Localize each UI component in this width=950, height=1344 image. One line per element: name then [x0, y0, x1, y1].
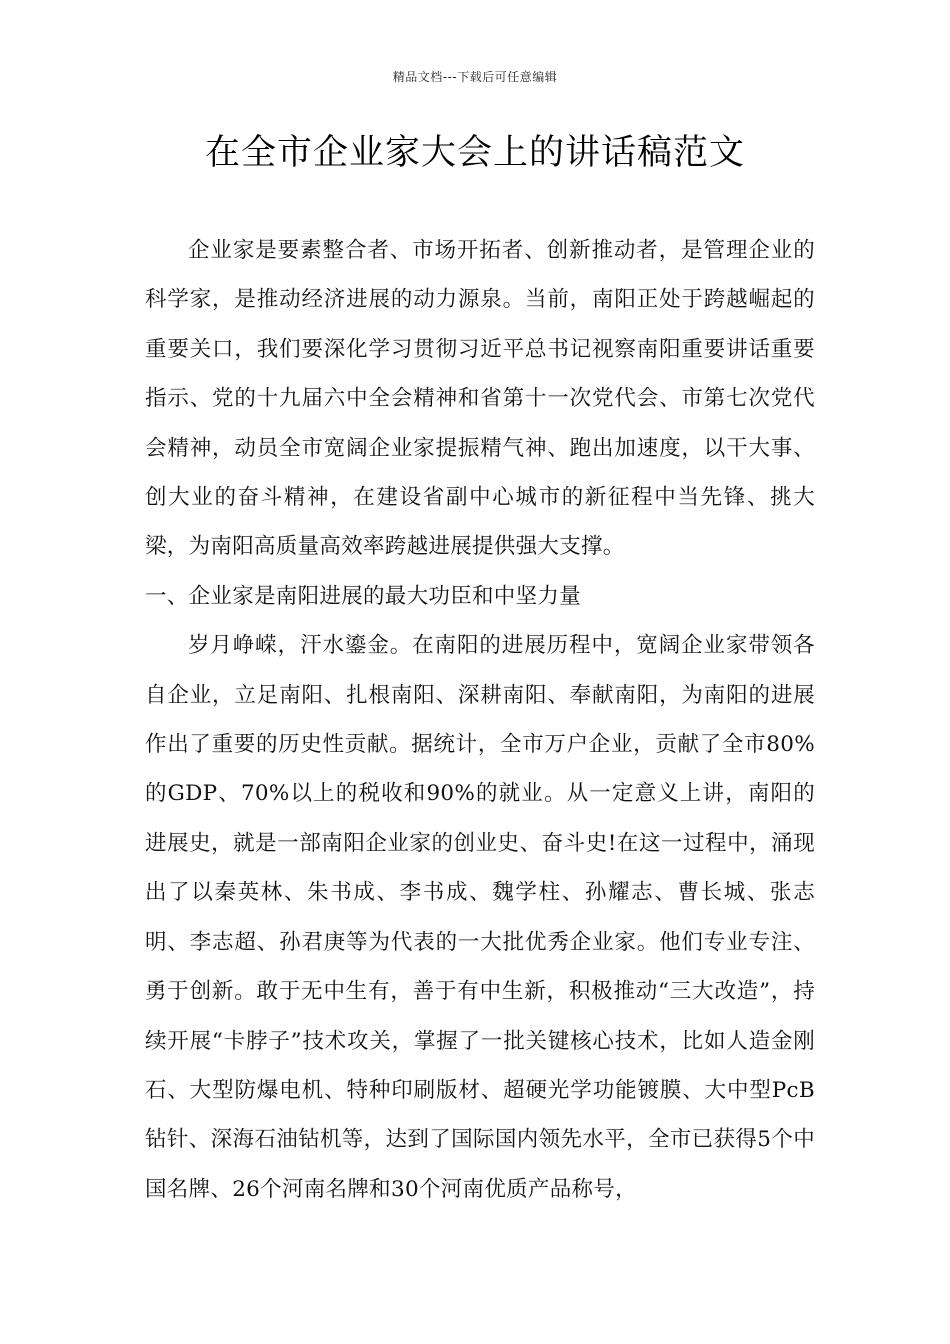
paragraph-intro: 企业家是要素整合者、市场开拓者、创新推动者，是管理企业的科学家，是推动经济进展的动力源泉。当前，南阳正处于跨越崛起的重要关口，我们要深化学习贯彻习近平总书记视察南阳重要讲话重要指示、党的十九届六中全会精神和省第十一次党代会、市第七次党代会精神，动员全市宽阔企业家提振精气神、跑出加速度，以干大事、创大业的奋斗精神，在建设省副中心城市的新征程中当先锋、挑大梁，为南阳高质量高效率跨越进展提供强大支撑。 — [145, 238, 815, 560]
document-body — [145, 226, 815, 1214]
header-note: 精品文档---下载后可任意编辑 — [392, 70, 558, 84]
paragraph-section-1: 岁月峥嵘，汗水鎏金。在南阳的进展历程中，宽阔企业家带领各自企业，立足南阳、扎根南阳、深耕南阳、奉献南阳，为南阳的进展作出了重要的历史性贡献。据统计，全市万户企业，贡献了全市80%的GDP、70%以上的税收和90%的就业。从一定意义上讲，南阳的进展史，就是一部南阳企业家的创业史、奋斗史!在这一过程中，涌现出了以秦英林、朱书成、李书成、魏学柱、孙耀志、曹长城、张志明、李志超、孙君庚等为代表的一大批优秀企业家。他们专业专注、勇于创新。敢于无中生有，善于有中生新，积极推动“三大改造”，持续开展“卡脖子”技术攻关，掌握了一批关键核心技术，比如人造金刚石、大型防爆电机、特种印刷版材、超硬光学功能镀膜、大中型PcB钻针、深海石油钻机等，达到了国际国内领先水平，全市已获得5个中国名牌、26个河南名牌和30个河南优质产品称号， — [145, 633, 815, 1202]
section-heading-1: 一、企业家是南阳进展的最大功臣和中坚力量 — [145, 583, 582, 609]
document-title: 在全市企业家大会上的讲话稿范文 — [204, 133, 745, 173]
